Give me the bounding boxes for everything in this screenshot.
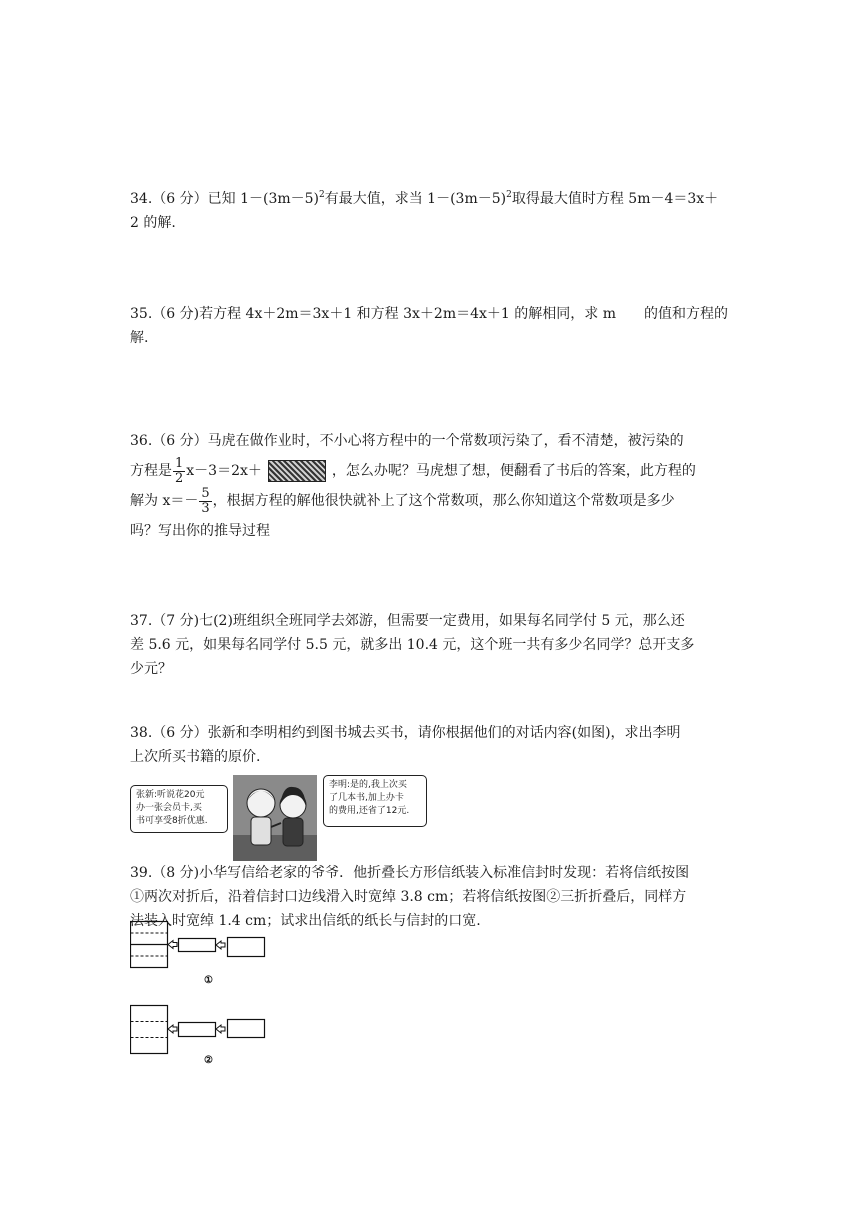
q36-text-c: ，怎么办呢？马虎想了想，便翻看了书后的答案，此方程的 [331,463,696,479]
smudged-constant-box [268,460,326,482]
fraction-numerator: 1 [175,455,184,471]
question-36-line-1: 36.（6 分）马虎在做作业时，不小心将方程中的一个常数项污染了，看不清楚，被污染的 [130,433,684,449]
question-37 [130,609,730,681]
question-39-line-3: 法装入时宽绰 1.4 cm；试求出信纸的纸长与信封的口宽. [130,913,481,929]
two-children-cartoon [233,775,317,861]
question-34-line-2: 2 的解. [130,215,176,231]
fraction-denominator: 2 [175,470,184,486]
question-34-line-1 [130,183,730,211]
question-36 [130,426,730,546]
question-38-line-2: 上次所买书籍的原价. [130,749,261,765]
bubble-line: 张新:听说花20元 [136,790,205,800]
question-37-line-1: 37.（7 分)七(2)班组织全班同学去郊游，但需要一定费用，如果每名同学付 5 元，那么还 [130,613,685,629]
question-38 [130,721,730,769]
speech-bubble-zhangxin [130,785,228,833]
q36-text-e: ，根据方程的解他很快就补上了这个常数项，那么你知道这个常数项是多少 [212,493,675,509]
question-35-line-1: 35.（6 分)若方程 4x＋2m＝3x＋1 和方程 3x＋2m＝4x＋1 的解相同，求 m 的值和方程的 [130,306,728,322]
q34-text-c: 取得最大值时方程 5m－4＝3x＋ [511,191,719,207]
question-39-line-2: ①两次对折后，沿着信封口边线滑入时宽绰 3.8 cm；若将信纸按图②三折折叠后，同样方 [130,889,687,905]
question-36-line-4: 吗？写出你的推导过程 [130,523,270,539]
figure-2-label: ② [204,1055,213,1066]
q34-exponent-1: 2 [319,190,325,200]
bubble-line: 书可享受8折优惠. [136,816,208,826]
folding-diagram-1 [130,918,270,970]
bubble-line: 的费用,还省了12元. [329,806,410,816]
question-37-line-2: 差 5.6 元，如果每名同学付 5.5 元，就多出 10.4 元，这个班一共有多少名同学？总开支多 [130,637,695,653]
question-37-line-3: 少元？ [130,661,172,677]
question-36-line-3 [130,486,730,516]
folding-diagram-2 [130,1004,270,1056]
question-38-line-1: 38.（6 分）张新和李明相约到图书城去买书，请你根据他们的对话内容(如图)，求出李明 [130,725,681,741]
fraction-one-half [173,457,185,486]
figure-1-label: ① [204,975,213,986]
q34-exponent-2: 2 [506,190,512,200]
q36-text-d: 解为 x＝－ [130,493,199,509]
fraction-numerator: 5 [201,485,210,501]
question-34 [130,183,730,235]
fraction-five-thirds [199,487,211,516]
q34-text-a: 34.（6 分）已知 1－(3m－5) [130,191,319,207]
fraction-denominator: 3 [201,500,210,516]
bubble-line: 办一张会员卡,买 [136,803,202,813]
question-35-line-2: 解. [130,330,149,346]
speech-bubble-liming [323,775,427,827]
bubble-line: 李明:是的,我上次买 [329,780,407,790]
q34-text-b: 有最大值，求当 1－(3m－5) [324,191,507,207]
question-36-line-2 [130,456,730,486]
bubble-line: 了几本书,加上办卡 [329,793,404,803]
question-35 [130,302,730,350]
q36-text-a: 方程是 [130,463,172,479]
question-39-line-1: 39.（8 分)小华写信给老家的爷爷．他折叠长方形信纸装入标准信封时发现：若将信纸按图 [130,865,690,881]
q36-text-b: x－3＝2x＋ [186,463,262,479]
